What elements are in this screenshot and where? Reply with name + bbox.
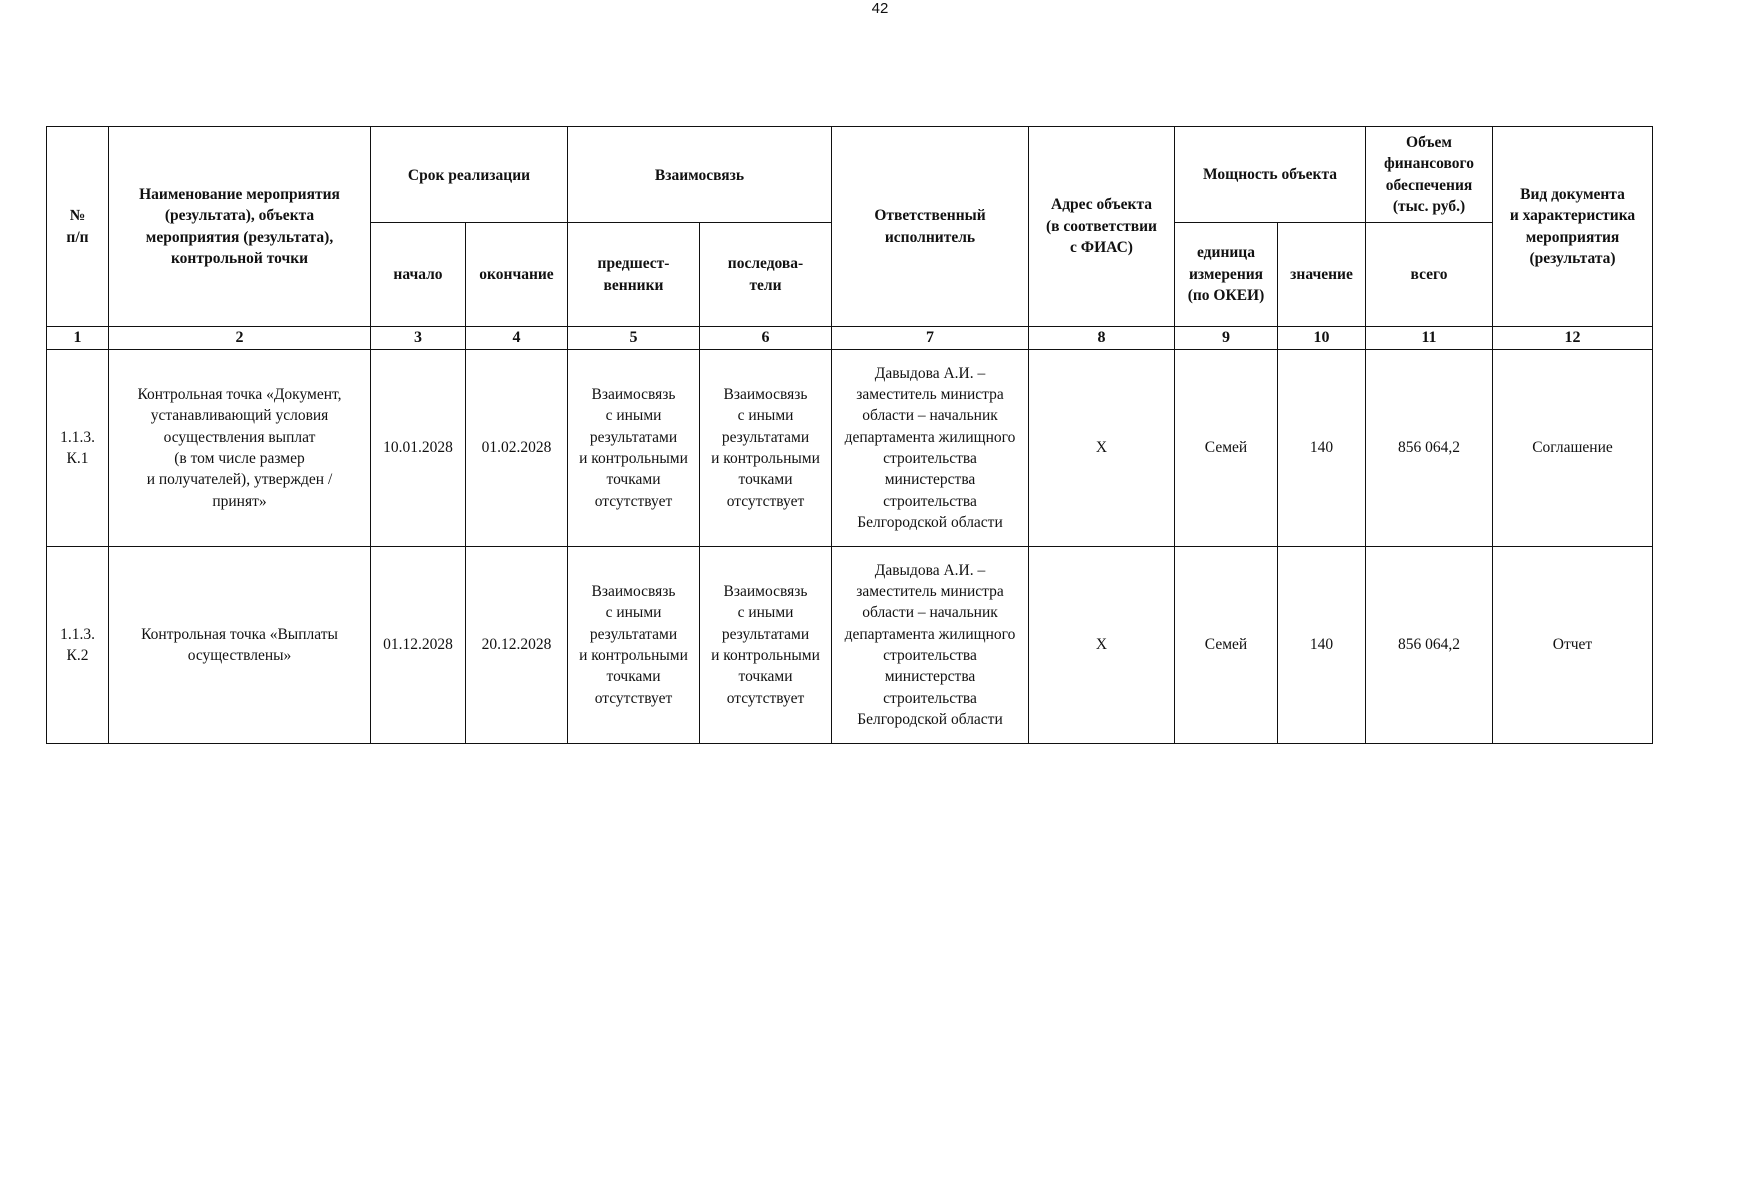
header-finance: Объем финансового обеспечения (тыс. руб.): [1366, 127, 1493, 223]
header-responsible: Ответственный исполнитель: [832, 127, 1029, 327]
row-address: Х: [1029, 350, 1175, 547]
column-number: 4: [466, 327, 568, 350]
row-name: Контрольная точка «Документ, устанавливающий условия осуществления выплат (в том числе размер и получателей), утвержден / принят»: [109, 350, 371, 547]
column-number: 10: [1278, 327, 1366, 350]
row-start-date: 01.12.2028: [371, 547, 466, 744]
column-number: 9: [1175, 327, 1278, 350]
row-predecessors: Взаимосвязь с иными результатами и контрольными точками отсутствует: [568, 350, 700, 547]
header-relation: Взаимосвязь: [568, 127, 832, 223]
row-unit: Семей: [1175, 350, 1278, 547]
row-address: Х: [1029, 547, 1175, 744]
row-num: 1.1.3. К.2: [47, 547, 109, 744]
row-total: 856 064,2: [1366, 350, 1493, 547]
header-address: Адрес объекта (в соответствии с ФИАС): [1029, 127, 1175, 327]
row-value: 140: [1278, 547, 1366, 744]
column-number: 8: [1029, 327, 1175, 350]
header-successors: последова- тели: [700, 223, 832, 327]
column-number: 7: [832, 327, 1029, 350]
column-number-row: [47, 327, 1653, 350]
header-total: всего: [1366, 223, 1493, 327]
row-successors: Взаимосвязь с иными результатами и контрольными точками отсутствует: [700, 350, 832, 547]
header-num: № п/п: [47, 127, 109, 327]
row-total: 856 064,2: [1366, 547, 1493, 744]
row-name: Контрольная точка «Выплаты осуществлены»: [109, 547, 371, 744]
header-period: Срок реализации: [371, 127, 568, 223]
column-number: 1: [47, 327, 109, 350]
column-number: 6: [700, 327, 832, 350]
column-number: 11: [1366, 327, 1493, 350]
header-start: начало: [371, 223, 466, 327]
header-unit: единица измерения (по ОКЕИ): [1175, 223, 1278, 327]
header-capacity: Мощность объекта: [1175, 127, 1366, 223]
table-row: [47, 350, 1653, 547]
header-end: окончание: [466, 223, 568, 327]
table-row: [47, 547, 1653, 744]
row-unit: Семей: [1175, 547, 1278, 744]
plan-table: [46, 126, 1653, 744]
row-num: 1.1.3. К.1: [47, 350, 109, 547]
header-predecessors: предшест- венники: [568, 223, 700, 327]
row-value: 140: [1278, 350, 1366, 547]
row-end-date: 01.02.2028: [466, 350, 568, 547]
row-end-date: 20.12.2028: [466, 547, 568, 744]
header-name: Наименование мероприятия (результата), объекта мероприятия (результата), контрольной точки: [109, 127, 371, 327]
row-doc-type: Соглашение: [1493, 350, 1653, 547]
row-doc-type: Отчет: [1493, 547, 1653, 744]
row-responsible: Давыдова А.И. – заместитель министра области – начальник департамента жилищного строительства министерства строительства Белгородской области: [832, 350, 1029, 547]
column-number: 3: [371, 327, 466, 350]
column-number: 5: [568, 327, 700, 350]
column-number: 12: [1493, 327, 1653, 350]
column-number: 2: [109, 327, 371, 350]
header-value: значение: [1278, 223, 1366, 327]
row-predecessors: Взаимосвязь с иными результатами и контрольными точками отсутствует: [568, 547, 700, 744]
page-number: 42: [871, 0, 889, 17]
row-start-date: 10.01.2028: [371, 350, 466, 547]
header-doc-type: Вид документа и характеристика мероприятия (результата): [1493, 127, 1653, 327]
row-successors: Взаимосвязь с иными результатами и контрольными точками отсутствует: [700, 547, 832, 744]
row-responsible: Давыдова А.И. – заместитель министра области – начальник департамента жилищного строительства министерства строительства Белгородской области: [832, 547, 1029, 744]
